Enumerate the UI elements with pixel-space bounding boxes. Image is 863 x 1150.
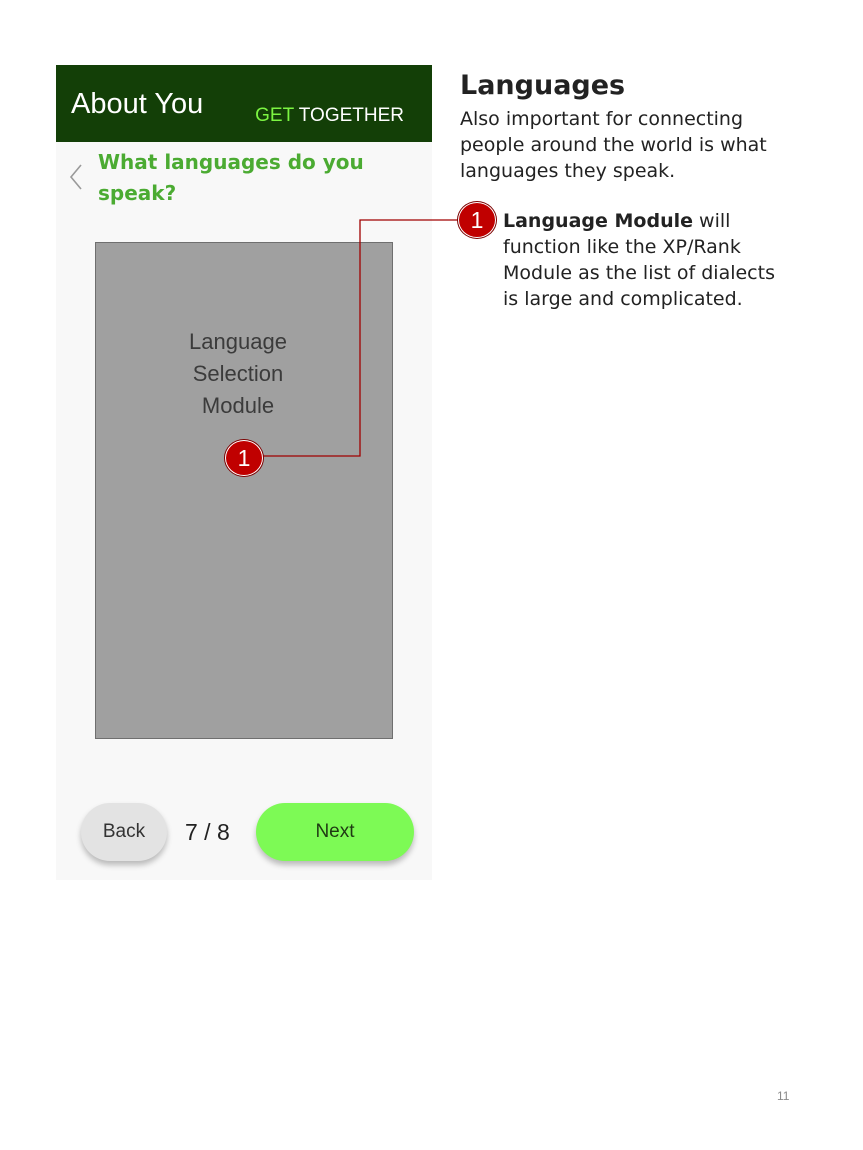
language-selection-module[interactable]: [95, 242, 393, 739]
brand-logo: [255, 105, 404, 127]
app-header: [56, 65, 432, 142]
page-indicator: 7 / 8: [185, 819, 230, 845]
annotation-note: [503, 208, 783, 312]
back-button[interactable]: Back: [81, 803, 167, 861]
note-bold-text: Language Module: [503, 210, 693, 232]
module-label-line: Language: [189, 329, 287, 354]
chevron-left-icon[interactable]: [68, 163, 84, 191]
module-label: [96, 326, 380, 422]
question-title: What languages do you speak?: [98, 150, 364, 205]
annotation-marker-module: 1: [225, 440, 263, 476]
section-intro: Also important for connecting people around the world is what languages they speak.: [460, 108, 767, 182]
brand-accent-text: GET: [255, 105, 294, 126]
section-title: Languages: [460, 70, 626, 101]
brand-rest-text: TOGETHER: [298, 105, 404, 126]
note-text: will function like the XP/Rank Module as the list of dialects is large and complicated.: [503, 210, 775, 310]
app-header-title: About You: [71, 88, 204, 120]
next-button[interactable]: Next: [256, 803, 414, 861]
annotation-marker-note: 1: [458, 202, 496, 238]
page-number: 11: [777, 1089, 790, 1103]
module-label-line: Selection: [192, 361, 284, 386]
module-label-line: Module: [201, 393, 275, 418]
